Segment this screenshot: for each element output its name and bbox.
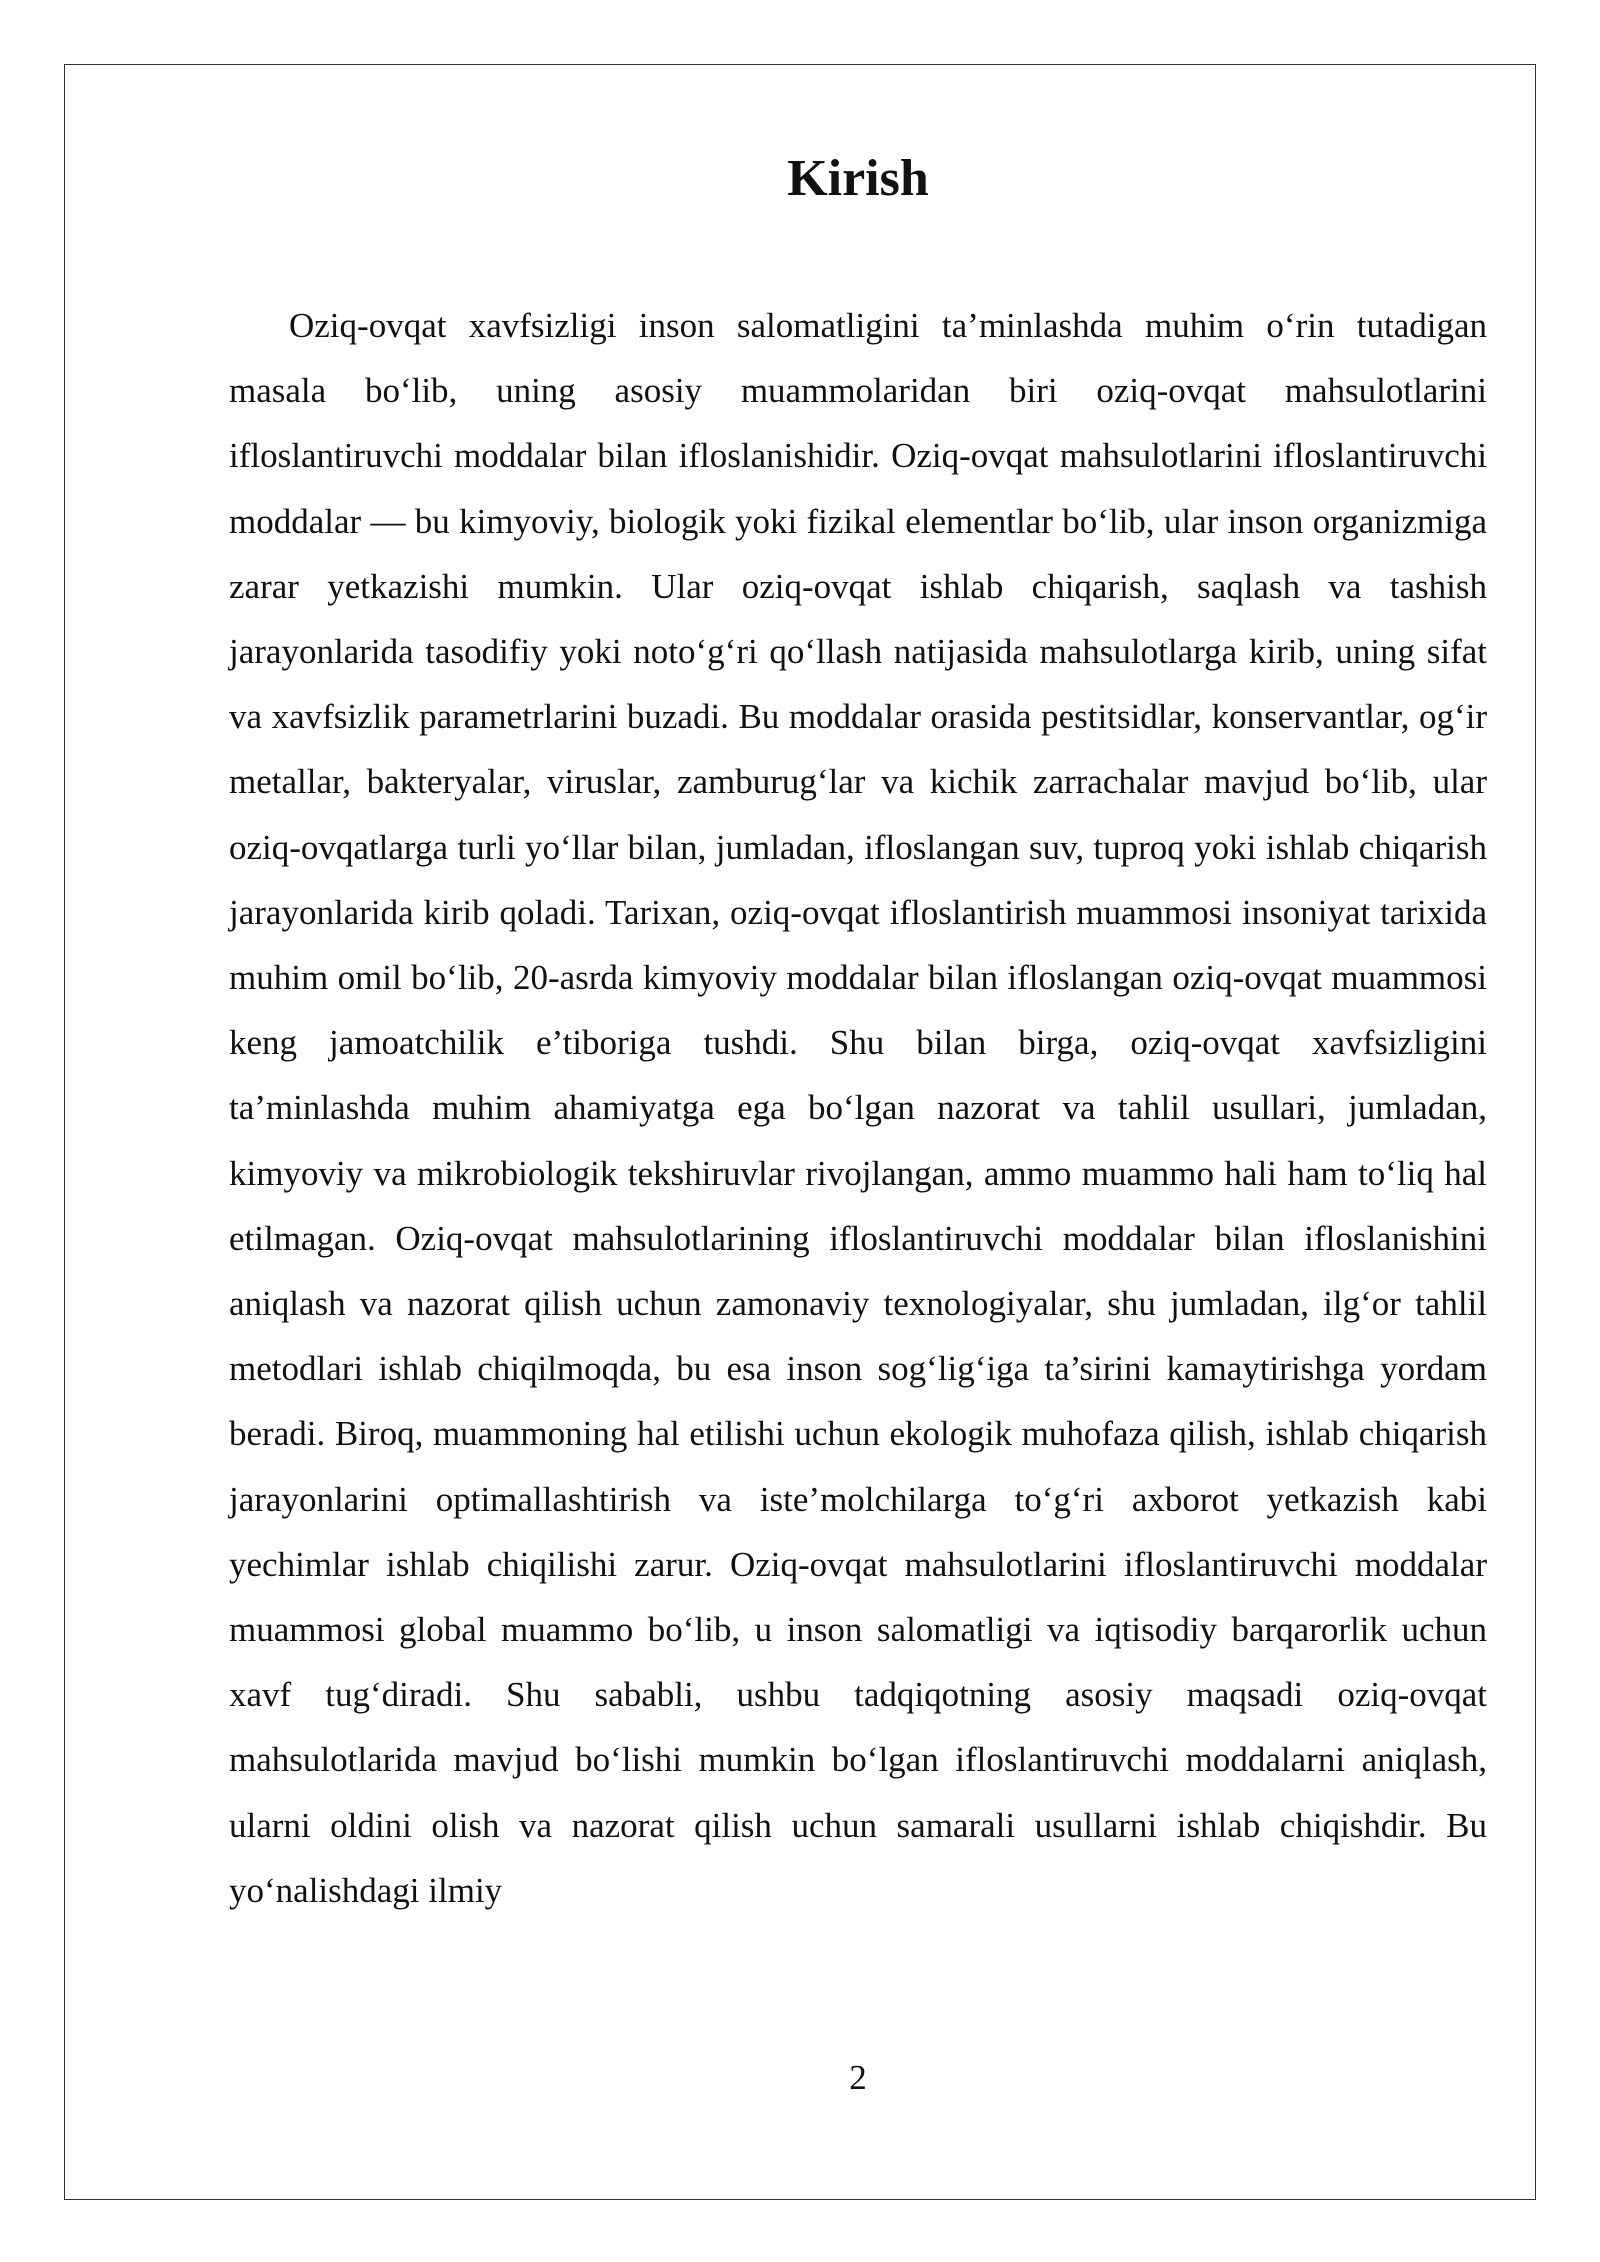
page-number: 2 (849, 2058, 867, 2097)
body-paragraph: Oziq-ovqat xavfsizligi inson salomatligini ta’minlashda muhim o‘rin tutadigan masala bo‘lib, uning asosiy muammolaridan biri oziq-ovqat mahsulotlarini ifloslantiruvchi moddalar bilan ifloslanishidir. Oziq-ovqat mahsulotlarini ifloslantiruvchi moddalar — bu kimyoviy, biologik yoki fizikal elementlar bo‘lib, ular inson organizmiga zarar yetkazishi mumkin. Ular oziq-ovqat ishlab chiqarish, saqlash va tashish jarayonlarida tasodifiy yoki noto‘g‘ri qo‘llash natijasida mahsulotlarga kirib, uning sifat va xavfsizlik parametrlarini buzadi. Bu moddalar orasida pestitsidlar, konservantlar, og‘ir metallar, bakteryalar, viruslar, zamburug‘lar va kichik zarrachalar mavjud bo‘lib, ular oziq-ovqatlarga turli yo‘llar bilan, jumladan, ifloslangan suv, tuproq yoki ishlab chiqarish jarayonlarida kirib qoladi. Tarixan, oziq-ovqat ifloslantirish muammosi insoniyat tarixida muhim omil bo‘lib, 20-asrda kimyoviy moddalar bilan ifloslangan oziq-ovqat muammosi keng jamoatchilik e’tiboriga tushdi. Shu bilan birga, oziq-ovqat xavfsizligini ta’minlashda muhim ahamiyatga ega bo‘lgan nazorat va tahlil usullari, jumladan, kimyoviy va mikrobiologik tekshiruvlar rivojlangan, ammo muammo hali ham to‘liq hal etilmagan. Oziq-ovqat mahsulotlarining ifloslantiruvchi moddalar bilan ifloslanishini aniqlash va nazorat qilish uchun zamonaviy texnologiyalar, shu jumladan, ilg‘or tahlil metodlari ishlab chiqilmoqda, bu esa inson sog‘lig‘iga ta’sirini kamaytirishga yordam beradi. Biroq, muammoning hal etilishi uchun ekologik muhofaza qilish, ishlab chiqarish jarayonlarini optimallashtirish va iste’molchilarga to‘g‘ri axborot yetkazish kabi yechimlar ishlab chiqilishi zarur. Oziq-ovqat mahsulotlarini ifloslantiruvchi moddalar muammosi global muammo bo‘lib, u inson salomatligi va iqtisodiy barqarorlik uchun xavf tug‘diradi. Shu sababli, ushbu tadqiqotning asosiy maqsadi oziq-ovqat mahsulotlarida mavjud bo‘lishi mumkin bo‘lgan ifloslantiruvchi moddalarni aniqlash, ularni oldini olish va nazorat qilish uchun samarali usullarni ishlab chiqishdir. Bu yo‘nalishdagi ilmiy (229, 306, 1487, 1910)
page-title: Kirish (787, 150, 929, 207)
